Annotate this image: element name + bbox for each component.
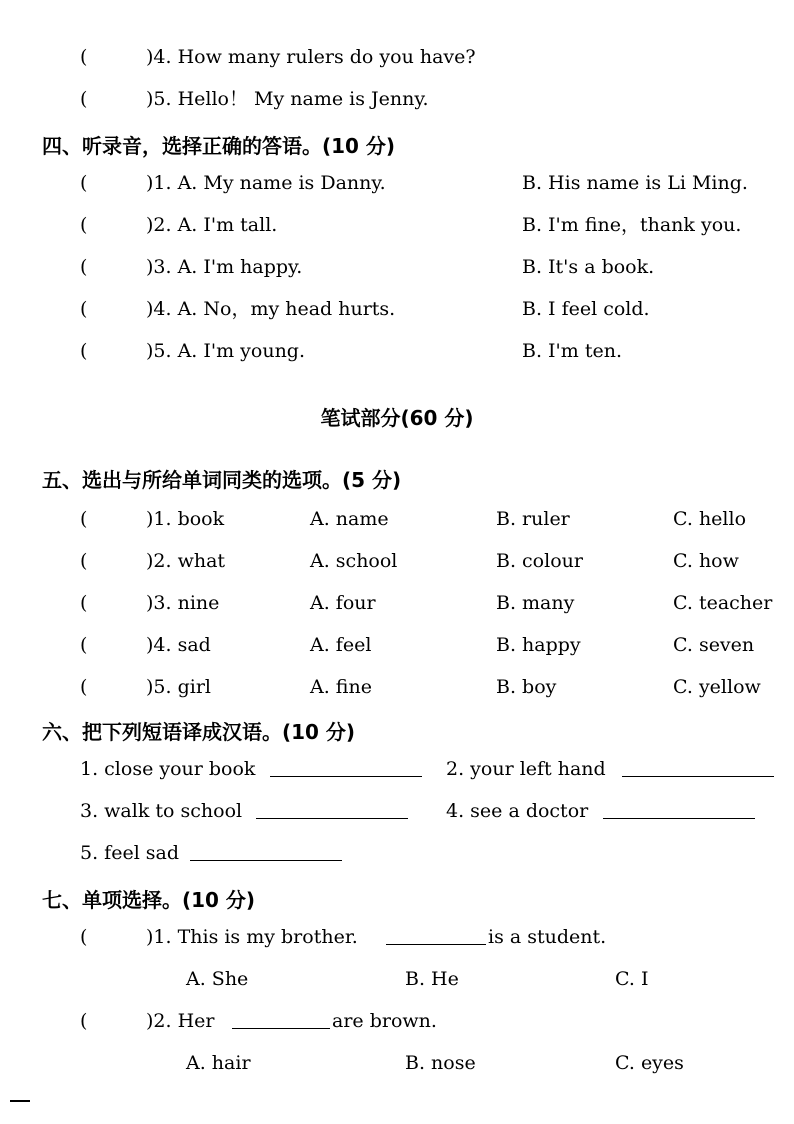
option-a: A. feel [310, 634, 372, 656]
page-edge-mark [10, 1100, 30, 1102]
question-word: )4. sad [146, 634, 211, 656]
answer-blank[interactable] [256, 802, 408, 819]
option-a: )5. A. I'm young. [146, 340, 306, 362]
question-text: )5. Hello！ My name is Jenny. [146, 88, 429, 110]
option-c: C. seven [673, 634, 755, 656]
section-heading: 六、把下列短语译成汉语。(10 分) [42, 720, 356, 744]
question-text: )1. This is my brother. [146, 926, 358, 948]
answer-blank[interactable] [270, 760, 422, 777]
question-word: )3. nine [146, 592, 220, 614]
option-b: B. His name is Li Ming. [522, 172, 748, 194]
option-a: )4. A. No，my head hurts. [146, 298, 396, 320]
section-heading: 四、听录音，选择正确的答语。(10 分) [42, 134, 396, 158]
option-b: B. It's a book. [522, 256, 655, 278]
option-c: C. how [673, 550, 739, 572]
option-c: C. hello [673, 508, 747, 530]
phrase: 4. see a doctor [446, 800, 589, 822]
answer-paren[interactable]: ( [80, 340, 88, 362]
answer-paren[interactable]: ( [80, 88, 88, 110]
fill-blank[interactable] [232, 1012, 330, 1029]
option-a[interactable]: A. She [186, 968, 249, 990]
option-a: A. four [310, 592, 376, 614]
option-b: B. I feel cold. [522, 298, 650, 320]
answer-paren[interactable]: ( [80, 592, 88, 614]
question-word: )2. what [146, 550, 226, 572]
answer-paren[interactable]: ( [80, 508, 88, 530]
answer-paren[interactable]: ( [80, 550, 88, 572]
fill-blank[interactable] [386, 928, 486, 945]
option-a: )3. A. I'm happy. [146, 256, 303, 278]
answer-blank[interactable] [603, 802, 755, 819]
written-part-title: 笔试部分(60 分) [320, 406, 474, 430]
option-c: C. yellow [673, 676, 761, 698]
option-b[interactable]: B. nose [405, 1052, 476, 1074]
phrase: 3. walk to school [80, 800, 243, 822]
answer-paren[interactable]: ( [80, 1010, 88, 1032]
question-text: )4. How many rulers do you have? [146, 46, 476, 68]
answer-paren[interactable]: ( [80, 676, 88, 698]
question-text: )2. Her [146, 1010, 215, 1032]
option-b: B. ruler [496, 508, 570, 530]
section-heading: 七、单项选择。(10 分) [42, 888, 256, 912]
question-text-end: are brown. [332, 1010, 437, 1032]
option-a[interactable]: A. hair [186, 1052, 251, 1074]
phrase: 5. feel sad [80, 842, 180, 864]
option-b: B. I'm fine，thank you. [522, 214, 742, 236]
phrase: 1. close your book [80, 758, 256, 780]
option-a: A. name [310, 508, 389, 530]
question-word: )1. book [146, 508, 225, 530]
answer-paren[interactable]: ( [80, 172, 88, 194]
answer-paren[interactable]: ( [80, 256, 88, 278]
answer-paren[interactable]: ( [80, 926, 88, 948]
option-c[interactable]: C. eyes [615, 1052, 684, 1074]
option-b[interactable]: B. He [405, 968, 459, 990]
section-heading: 五、选出与所给单词同类的选项。(5 分) [42, 468, 402, 492]
answer-paren[interactable]: ( [80, 214, 88, 236]
option-a: A. fine [310, 676, 372, 698]
option-b: B. boy [496, 676, 557, 698]
option-b: B. many [496, 592, 575, 614]
phrase: 2. your left hand [446, 758, 606, 780]
question-text-end: is a student. [488, 926, 607, 948]
option-a: )2. A. I'm tall. [146, 214, 278, 236]
option-a: )1. A. My name is Danny. [146, 172, 386, 194]
option-b: B. I'm ten. [522, 340, 622, 362]
option-b: B. happy [496, 634, 581, 656]
answer-paren[interactable]: ( [80, 634, 88, 656]
answer-blank[interactable] [622, 760, 774, 777]
question-word: )5. girl [146, 676, 211, 698]
answer-paren[interactable]: ( [80, 46, 88, 68]
option-b: B. colour [496, 550, 583, 572]
answer-paren[interactable]: ( [80, 298, 88, 320]
option-a: A. school [310, 550, 398, 572]
answer-blank[interactable] [190, 844, 342, 861]
option-c: C. teacher [673, 592, 773, 614]
option-c[interactable]: C. I [615, 968, 649, 990]
